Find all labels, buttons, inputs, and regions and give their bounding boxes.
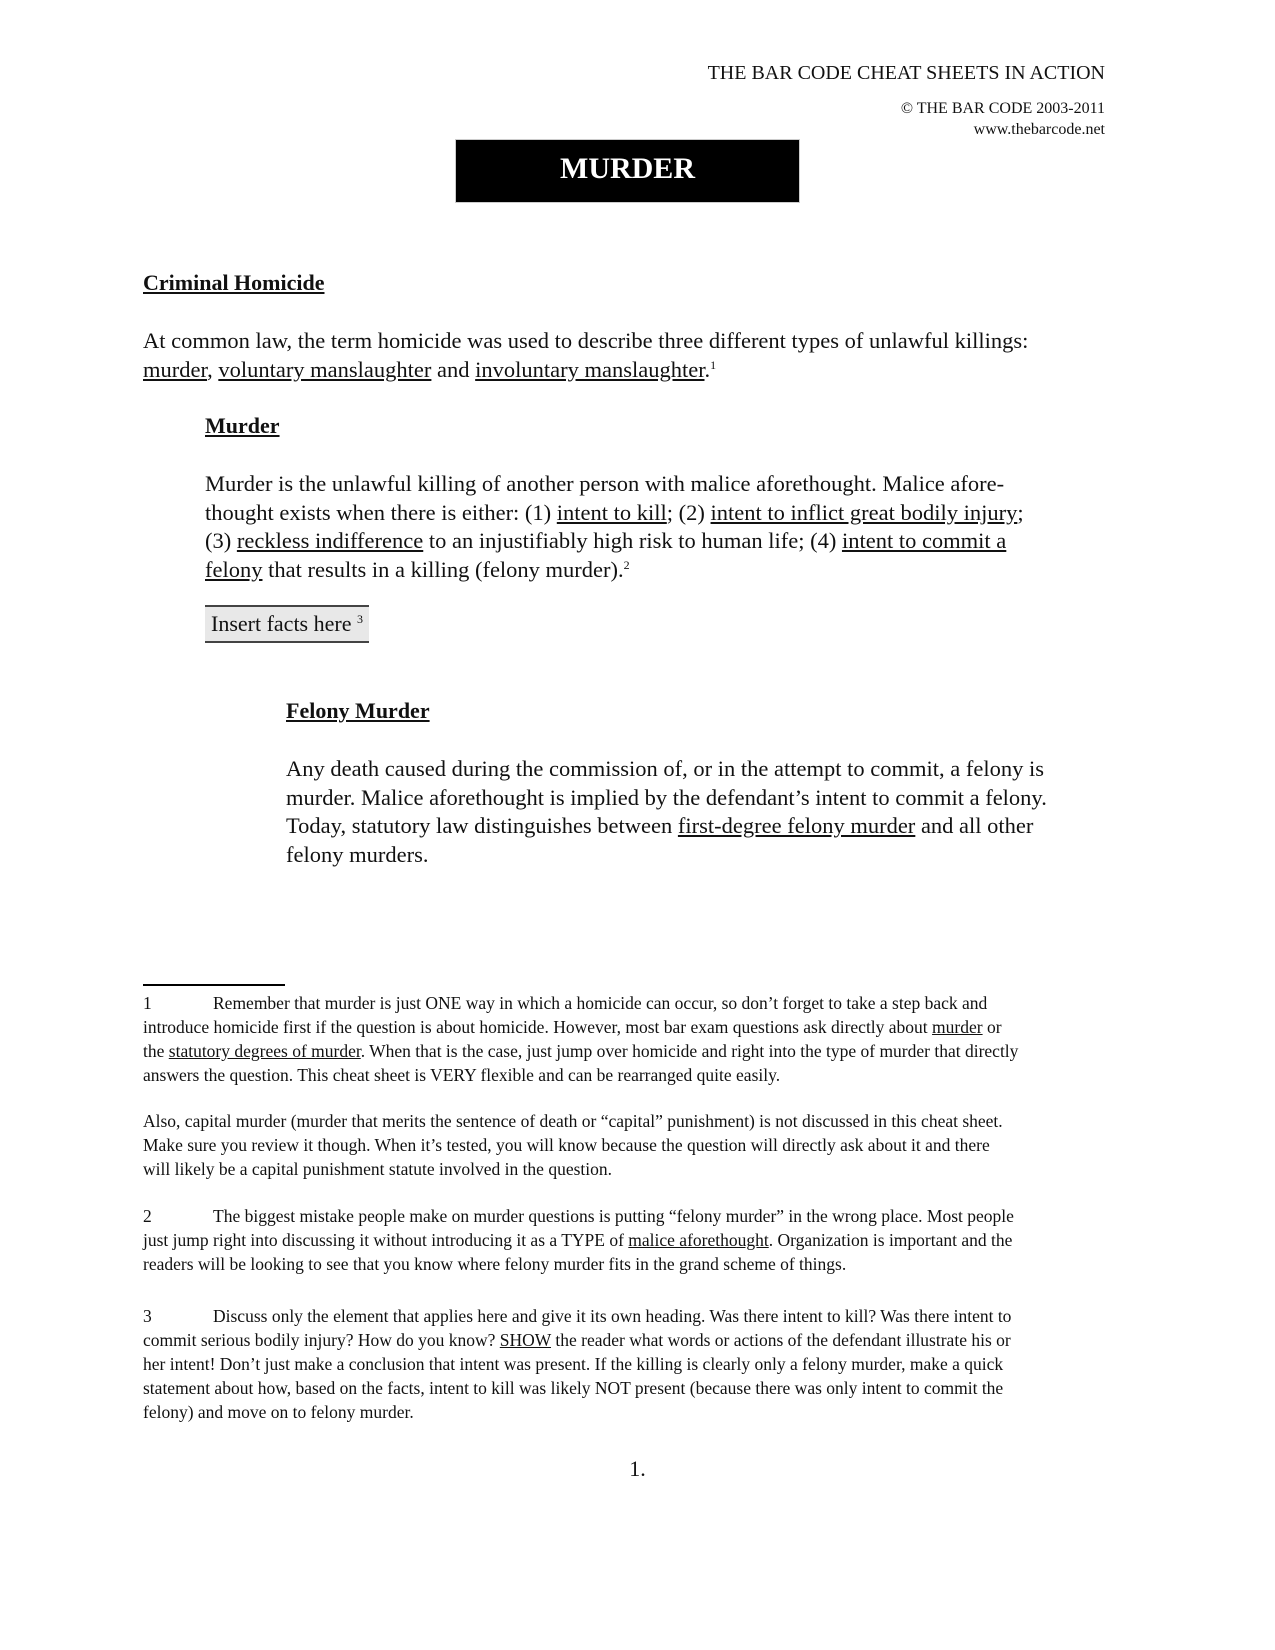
- text-segment: . Organization is important and the: [768, 1230, 1013, 1250]
- underlined-term: first-degree felony murder: [677, 813, 916, 838]
- text-line: [143, 1228, 1143, 1252]
- text-segment: that results in a killing (felony murder).: [262, 556, 624, 582]
- text-segment: statement about how, based on the facts, intent to kill was likely NOT present (because there was only intent to commit the: [143, 1378, 1004, 1398]
- copyright-block: [901, 98, 1105, 140]
- underlined-term: intent to kill: [556, 499, 667, 525]
- text-line: [143, 1400, 1143, 1424]
- text-segment: just jump right into discussing it without introducing it as a TYPE of: [143, 1230, 629, 1250]
- text-segment: the reader what words or actions of the defendant illustrate his or: [551, 1330, 1011, 1350]
- text-segment: Make sure you review it though. When it’s tested, you will know because the question will directly ask about it and there: [143, 1135, 990, 1155]
- text-segment: At common law, the term homicide was used to describe three different types of unlawful killings:: [143, 328, 1029, 353]
- text-line: [143, 1039, 1143, 1063]
- page-title: MURDER: [455, 139, 800, 203]
- text-segment: introduce homicide first if the question is about homicide. However, most bar exam questions ask directly about: [143, 1017, 933, 1037]
- text-segment: Any death caused during the commission of, or in the attempt to commit, a felony is: [286, 756, 1044, 781]
- text-line: [143, 1204, 1143, 1228]
- text-line: [143, 327, 1028, 356]
- text-segment: ; (2): [666, 499, 711, 525]
- text-segment: thought exists when there is either: (1): [205, 499, 557, 525]
- copyright: © THE BAR CODE 2003-2011: [900, 100, 1105, 117]
- text-segment: will likely be a capital punishment statute involved in the question.: [143, 1159, 613, 1179]
- text-line: [286, 812, 1047, 841]
- website: www.thebarcode.net: [973, 121, 1105, 138]
- text-line: [143, 1304, 1143, 1328]
- underlined-term: voluntary manslaughter: [218, 356, 432, 382]
- text-segment: the: [143, 1041, 169, 1061]
- footnote-ref: 2: [623, 557, 630, 572]
- text-line: [143, 1352, 1143, 1376]
- text-line: [143, 1376, 1143, 1400]
- text-segment: 3 Discuss only the element that applies here and give it its own heading. Was there intent to kill? Was there intent to: [143, 1306, 1012, 1326]
- underlined-term: intent to commit a: [841, 528, 1007, 553]
- underlined-term: murder: [143, 356, 208, 382]
- underlined-term: intent to inflict great bodily injury: [710, 499, 1018, 525]
- underlined-term: malice aforethought: [628, 1230, 769, 1250]
- text-line: [143, 1252, 1143, 1276]
- text-line: [286, 755, 1047, 784]
- criminal-homicide-paragraph: [143, 327, 1028, 384]
- underlined-term: felony: [205, 556, 263, 582]
- text-line: [286, 784, 1047, 813]
- text-line: [143, 991, 1143, 1015]
- text-line: [143, 1157, 1143, 1181]
- footnote-2: [143, 1204, 1143, 1276]
- heading-murder: Murder: [205, 413, 280, 438]
- page-number: 1.: [629, 1456, 646, 1481]
- text-segment: readers will be looking to see that you know where felony murder fits in the grand scheme of things.: [143, 1254, 847, 1274]
- text-line: [143, 1015, 1143, 1039]
- footnote-ref: 1: [710, 357, 717, 372]
- text-line: [143, 1328, 1143, 1352]
- text-segment: commit serious bodily injury? How do you know?: [143, 1330, 500, 1350]
- footnote-1-continued: [143, 1109, 1143, 1181]
- text-segment: Murder is the unlawful killing of another person with malice aforethought. Malice afore-: [205, 471, 1005, 496]
- text-segment: her intent! Don’t just make a conclusion that intent was present. If the killing is clearly only a felony murder, make a quick: [143, 1354, 1004, 1374]
- footnote-3: [143, 1304, 1143, 1424]
- text-line: [143, 1133, 1143, 1157]
- text-segment: Also, capital murder (murder that merits the sentence of death or “capital” punishment) is not discussed in this cheat sheet.: [143, 1111, 1003, 1131]
- facts-placeholder: Insert facts here: [211, 611, 352, 636]
- underlined-term: reckless indifference: [236, 528, 424, 553]
- text-line: [143, 356, 1028, 385]
- text-line: [143, 1063, 1143, 1087]
- series-title: THE BAR CODE CHEAT SHEETS IN ACTION: [707, 62, 1105, 84]
- footnote-divider: [143, 984, 285, 986]
- text-segment: murder. Malice aforethought is implied by the defendant’s intent to commit a felony.: [286, 784, 1047, 810]
- text-segment: . When that is the case, just jump over homicide and right into the type of murder that directly: [360, 1041, 1019, 1061]
- text-segment: 2 The biggest mistake people make on murder questions is putting “felony murder” in the wrong place. Most people: [143, 1206, 1014, 1226]
- text-line: [205, 499, 1024, 528]
- text-segment: felony) and move on to felony murder.: [143, 1402, 414, 1422]
- felony-murder-paragraph: [286, 755, 1047, 869]
- underlined-term: involuntary manslaughter: [475, 356, 705, 382]
- text-segment: and: [431, 356, 476, 382]
- text-line: [205, 470, 1024, 499]
- text-segment: 1 Remember that murder is just ONE way in which a homicide can occur, so don’t forget to take a step back and: [143, 993, 988, 1013]
- text-line: [205, 527, 1024, 556]
- heading-felony-murder: Felony Murder: [286, 698, 430, 723]
- insert-facts-field[interactable]: [205, 605, 369, 643]
- text-segment: felony murders.: [286, 841, 429, 867]
- heading-criminal-homicide: Criminal Homicide: [143, 270, 325, 295]
- footnote-ref: 3: [356, 612, 363, 626]
- text-line: [143, 1109, 1143, 1133]
- text-segment: to an injustifiably high risk to human life; (4): [423, 528, 842, 553]
- murder-paragraph: [205, 470, 1024, 584]
- text-segment: ,: [207, 356, 219, 382]
- underlined-term: murder: [932, 1017, 983, 1037]
- text-segment: or: [982, 1017, 1002, 1037]
- footnote-1: [143, 991, 1143, 1087]
- underlined-term: statutory degrees of murder: [168, 1041, 361, 1061]
- text-line: [205, 556, 1024, 585]
- text-segment: Today, statutory law distinguishes between: [286, 813, 678, 838]
- text-segment: (3): [205, 528, 237, 553]
- text-segment: ;: [1017, 499, 1024, 525]
- underlined-term: SHOW: [499, 1330, 551, 1350]
- text-segment: and all other: [915, 813, 1034, 838]
- text-segment: .: [704, 356, 711, 382]
- text-line: [286, 841, 1047, 870]
- text-segment: answers the question. This cheat sheet is VERY flexible and can be rearranged quite easily.: [143, 1065, 781, 1085]
